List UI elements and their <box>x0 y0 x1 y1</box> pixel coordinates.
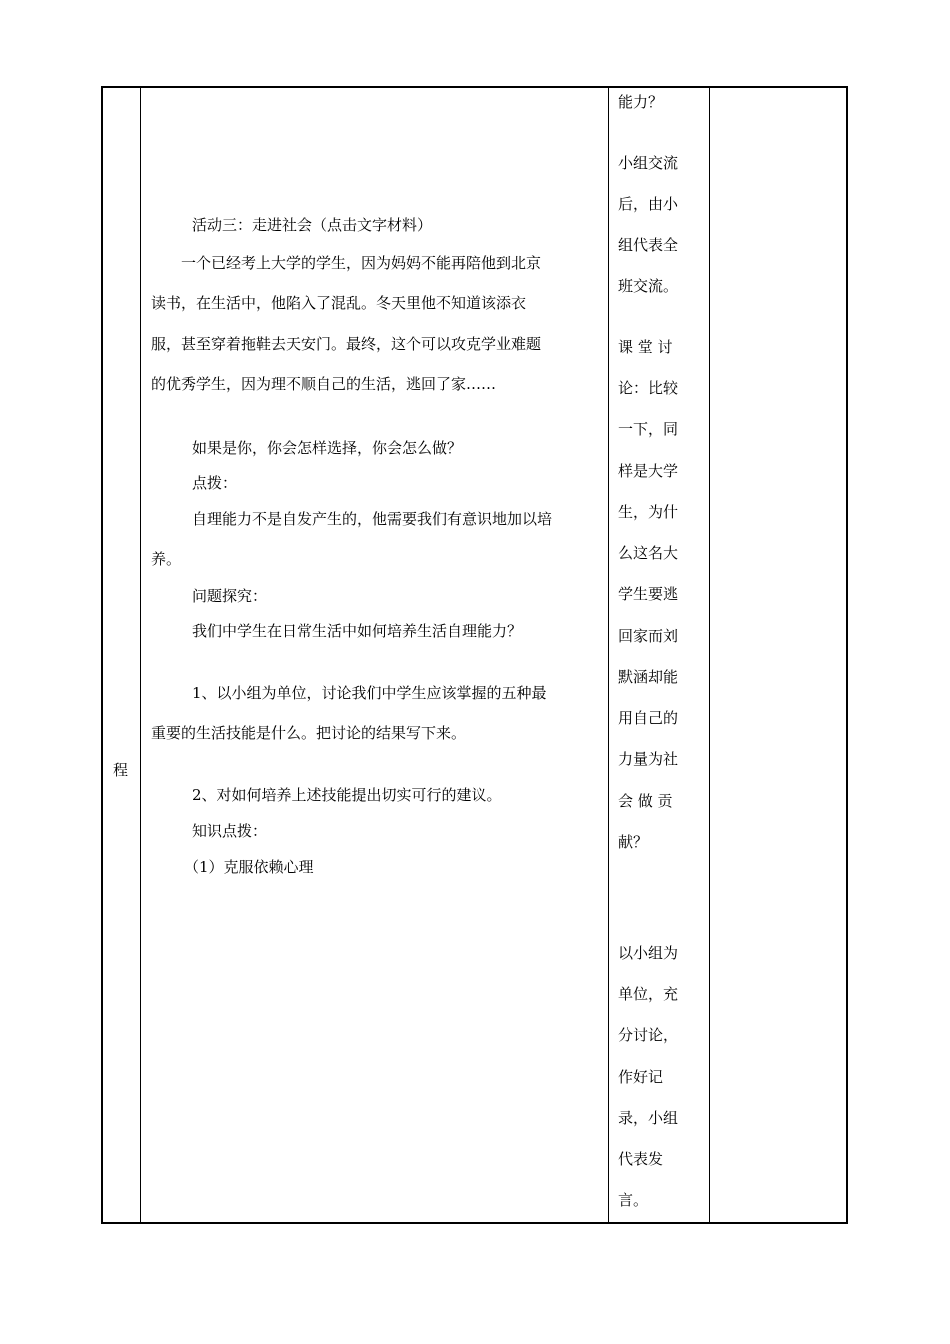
inquiry-label: 问题探究： <box>192 587 268 605</box>
hint-line: 养。 <box>151 550 182 568</box>
activity-line: 班交流。 <box>618 277 679 295</box>
activity-line: 献？ <box>618 833 649 851</box>
activity-line: 以小组为 <box>618 944 679 962</box>
stage-label: 程 <box>113 761 129 779</box>
activity-line: 默涵却能 <box>618 668 679 686</box>
hint-line: 自理能力不是自发产生的，他需要我们有意识地加以培 <box>192 510 553 528</box>
inquiry-question: 我们中学生在日常生活中如何培养生活自理能力？ <box>192 622 523 640</box>
activity-line: 学生要逃 <box>618 585 679 603</box>
activity-line: 作好记 <box>618 1068 664 1086</box>
activity-line: 用自己的 <box>618 709 679 727</box>
activity-line: 回家而刘 <box>618 627 679 645</box>
activity-line: 代表发 <box>618 1150 664 1168</box>
task-line: 重要的生活技能是什么。把讨论的结果写下来。 <box>151 724 467 742</box>
hint-label: 点拨： <box>192 474 238 492</box>
activity-line: 单位，充 <box>618 985 679 1003</box>
column-divider-2 <box>608 86 609 1224</box>
activity-line: 会 做 贡 <box>618 792 673 810</box>
activity-line: 分讨论， <box>618 1026 679 1044</box>
column-divider-3 <box>709 86 710 1224</box>
activity-line: 么这名大 <box>618 544 679 562</box>
knowledge-item: （1）克服依赖心理 <box>184 858 314 876</box>
activity-line: 后，由小 <box>618 195 679 213</box>
activity-line: 组代表全 <box>618 236 679 254</box>
activity-line: 一下，同 <box>618 420 679 438</box>
story-line: 服，甚至穿着拖鞋去天安门。最终，这个可以攻克学业难题 <box>151 335 542 353</box>
activity-line: 力量为社 <box>618 750 679 768</box>
story-line: 读书，在生活中，他陷入了混乱。冬天里他不知道该添衣 <box>151 294 527 312</box>
task-line: 1、以小组为单位，讨论我们中学生应该掌握的五种最 <box>192 684 547 702</box>
activity-line: 言。 <box>618 1191 649 1209</box>
activity-line: 课 堂 讨 <box>618 338 673 356</box>
knowledge-label: 知识点拨： <box>192 822 268 840</box>
task-line: 2、对如何培养上述技能提出切实可行的建议。 <box>192 786 502 804</box>
activity-line: 小组交流 <box>618 154 679 172</box>
reflection-question: 如果是你，你会怎样选择，你会怎么做？ <box>192 439 463 457</box>
activity-title: 活动三：走进社会（点击文字材料） <box>192 216 433 234</box>
activity-line: 生，为什 <box>618 503 679 521</box>
activity-line: 录，小组 <box>618 1109 679 1127</box>
story-line: 一个已经考上大学的学生，因为妈妈不能再陪他到北京 <box>181 254 542 272</box>
activity-line: 样是大学 <box>618 462 679 480</box>
column-divider-1 <box>140 86 141 1224</box>
story-line: 的优秀学生，因为理不顺自己的生活，逃回了家…… <box>151 375 497 393</box>
activity-line: 论：比较 <box>618 379 679 397</box>
activity-line: 能力？ <box>618 93 664 111</box>
